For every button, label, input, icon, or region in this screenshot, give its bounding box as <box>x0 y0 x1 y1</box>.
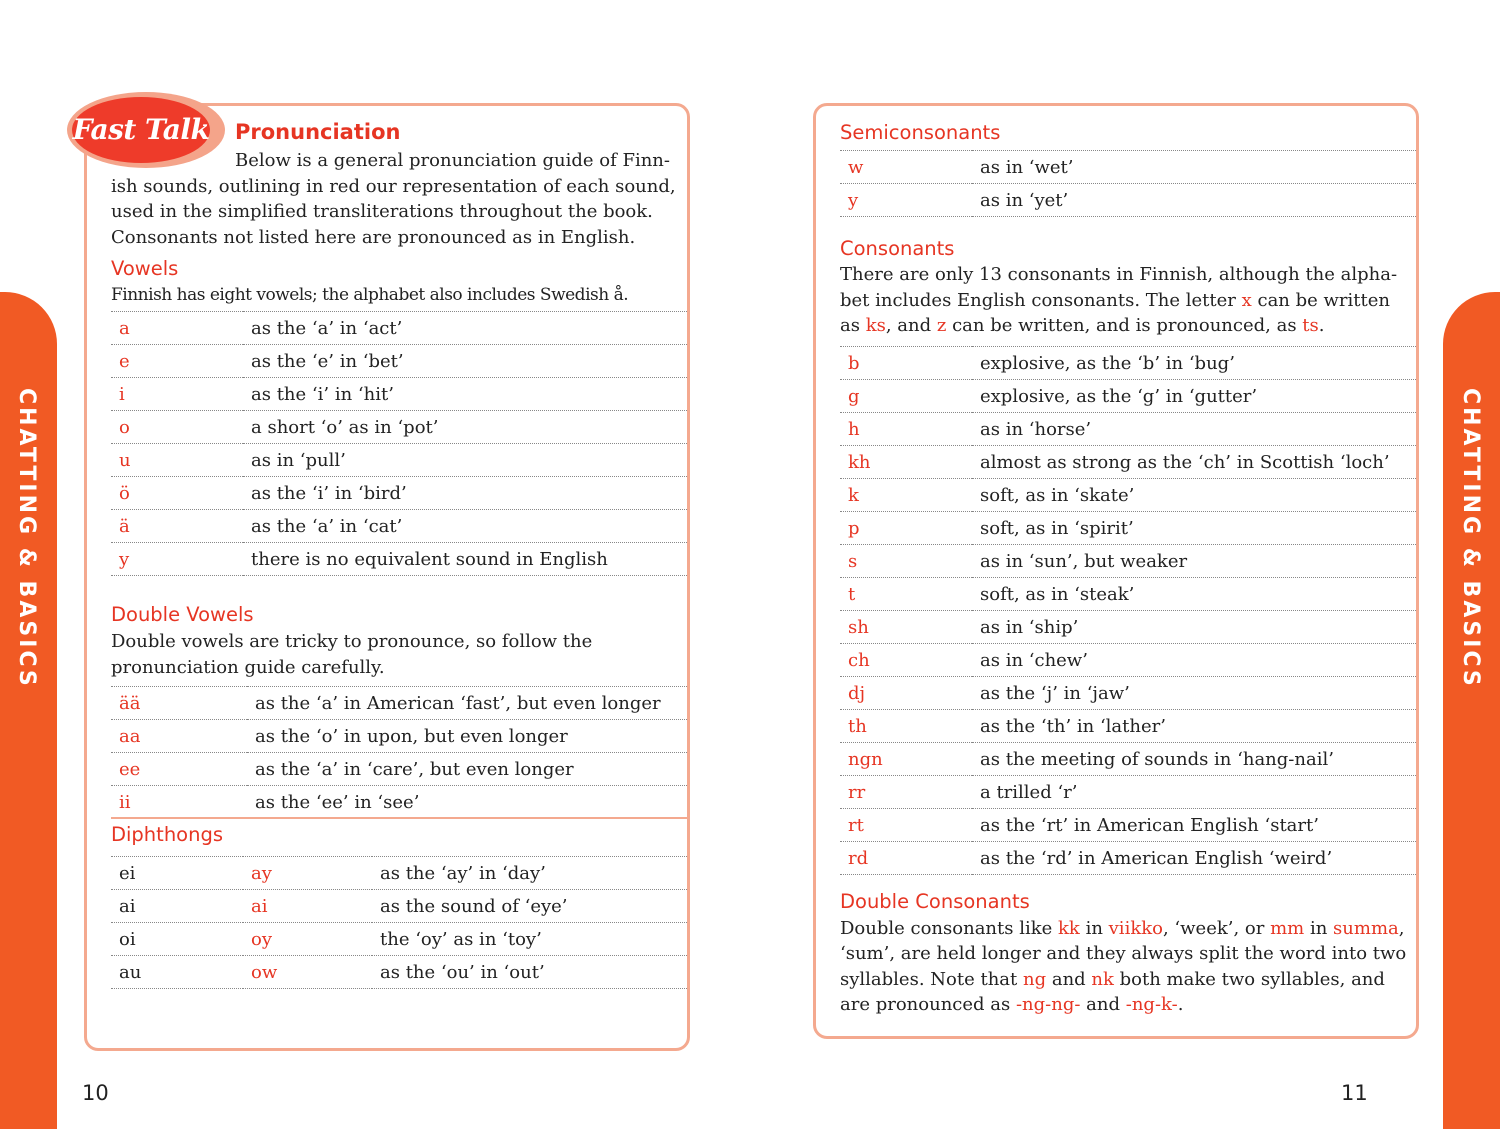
consonant-desc: almost as strong as the ‘ch’ in Scottish ‘loch’ <box>972 446 1416 479</box>
table-row <box>840 644 1416 677</box>
diphthong-letters: ai <box>111 890 243 923</box>
table-row <box>111 312 687 345</box>
diphthong-desc: the ‘oy’ as in ‘toy’ <box>372 923 687 956</box>
vowel-letter: u <box>111 444 243 477</box>
consonant-letter: h <box>840 413 972 446</box>
vowel-desc: as in ‘pull’ <box>243 444 687 477</box>
divider <box>111 817 687 819</box>
consonants-intro-1: There are only 13 consonants in Finnish, although the alpha- <box>840 264 1398 285</box>
double-consonants-line-4: are pronounced as -ng-ng- and -ng-k-. <box>840 994 1184 1015</box>
table-row <box>111 857 687 890</box>
double-consonants-line-1: Double consonants like kk in viikko, ‘week’, or mm in summa, <box>840 918 1405 939</box>
diphthong-rep: ow <box>243 956 372 989</box>
table-row <box>111 720 687 753</box>
consonant-letter: rr <box>840 776 972 809</box>
intro-line-3: used in the simplified transliterations throughout the book. <box>111 201 653 222</box>
table-row <box>840 184 1416 217</box>
double-vowels-intro-2: pronunciation guide carefully. <box>111 657 385 678</box>
double-vowel-desc: as the ‘a’ in American ‘fast’, but even longer <box>247 687 687 720</box>
vowel-desc: as the ‘e’ in ‘bet’ <box>243 345 687 378</box>
vowel-letter: o <box>111 411 243 444</box>
diphthong-desc: as the ‘ou’ in ‘out’ <box>372 956 687 989</box>
consonant-letter: k <box>840 479 972 512</box>
consonant-desc: a trilled ‘r’ <box>972 776 1416 809</box>
consonant-desc: as the ‘rd’ in American English ‘weird’ <box>972 842 1416 875</box>
double-consonants-line-2: ‘sum’, are held longer and they always split the word into two <box>840 943 1407 964</box>
fast-talk-badge-label: Fast Talk <box>72 97 210 163</box>
double-vowel-letter: ää <box>111 687 247 720</box>
consonant-desc: soft, as in ‘skate’ <box>972 479 1416 512</box>
vowel-letter: y <box>111 543 243 576</box>
consonant-desc: as in ‘sun’, but weaker <box>972 545 1416 578</box>
table-row <box>111 786 687 819</box>
consonant-letter: b <box>840 347 972 380</box>
table-row <box>111 345 687 378</box>
table-row <box>840 347 1416 380</box>
double-vowels-intro-1: Double vowels are tricky to pronounce, so follow the <box>111 631 593 652</box>
vowel-letter: i <box>111 378 243 411</box>
consonants-heading: Consonants <box>840 237 955 260</box>
double-vowels-table <box>111 686 687 819</box>
intro-line-1: Below is a general pronunciation guide of Finn- <box>235 150 670 171</box>
double-vowel-letter: aa <box>111 720 247 753</box>
page-number-right: 11 <box>1341 1081 1368 1105</box>
table-row <box>840 611 1416 644</box>
vowel-desc: as the ‘i’ in ‘bird’ <box>243 477 687 510</box>
table-row <box>840 710 1416 743</box>
consonant-desc: as the ‘rt’ in American English ‘start’ <box>972 809 1416 842</box>
semiconsonant-letter: y <box>840 184 972 217</box>
table-row <box>840 809 1416 842</box>
consonant-letter: p <box>840 512 972 545</box>
consonant-letter: g <box>840 380 972 413</box>
table-row <box>840 545 1416 578</box>
double-vowels-heading: Double Vowels <box>111 603 254 626</box>
consonant-desc: as in ‘ship’ <box>972 611 1416 644</box>
double-vowel-letter: ee <box>111 753 247 786</box>
diphthong-rep: ai <box>243 890 372 923</box>
diphthong-letters: oi <box>111 923 243 956</box>
vowels-heading: Vowels <box>111 257 179 280</box>
vowel-letter: ä <box>111 510 243 543</box>
table-row <box>111 923 687 956</box>
vowel-desc: as the ‘i’ in ‘hit’ <box>243 378 687 411</box>
consonant-letter: ngn <box>840 743 972 776</box>
consonant-desc: soft, as in ‘spirit’ <box>972 512 1416 545</box>
consonant-desc: as the ‘j’ in ‘jaw’ <box>972 677 1416 710</box>
table-row <box>840 776 1416 809</box>
table-row <box>111 687 687 720</box>
diphthongs-table <box>111 856 687 989</box>
pronunciation-title: Pronunciation <box>235 120 401 144</box>
table-row <box>111 477 687 510</box>
semiconsonant-letter: w <box>840 151 972 184</box>
section-tab-label-right: CHATTING & BASICS <box>1458 388 1483 689</box>
diphthong-rep: oy <box>243 923 372 956</box>
consonant-desc: explosive, as the ‘g’ in ‘gutter’ <box>972 380 1416 413</box>
table-row <box>840 446 1416 479</box>
consonant-letter: t <box>840 578 972 611</box>
consonant-letter: sh <box>840 611 972 644</box>
consonant-letter: ch <box>840 644 972 677</box>
vowel-desc: as the ‘a’ in ‘cat’ <box>243 510 687 543</box>
table-row <box>111 444 687 477</box>
consonant-desc: as in ‘chew’ <box>972 644 1416 677</box>
table-row <box>840 151 1416 184</box>
consonant-letter: s <box>840 545 972 578</box>
consonant-desc: explosive, as the ‘b’ in ‘bug’ <box>972 347 1416 380</box>
vowel-desc: there is no equivalent sound in English <box>243 543 687 576</box>
double-consonants-line-3: syllables. Note that ng and nk both make two syllables, and <box>840 969 1385 990</box>
vowel-desc: a short ‘o’ as in ‘pot’ <box>243 411 687 444</box>
table-row <box>840 677 1416 710</box>
double-vowel-desc: as the ‘a’ in ‘care’, but even longer <box>247 753 687 786</box>
diphthong-letters: au <box>111 956 243 989</box>
semiconsonants-table <box>840 150 1416 217</box>
table-row <box>111 543 687 576</box>
diphthong-desc: as the ‘ay’ in ‘day’ <box>372 857 687 890</box>
consonant-desc: as the ‘th’ in ‘lather’ <box>972 710 1416 743</box>
double-vowel-desc: as the ‘o’ in upon, but even longer <box>247 720 687 753</box>
table-row <box>111 378 687 411</box>
intro-line-4: Consonants not listed here are pronounced as in English. <box>111 227 636 248</box>
table-row <box>840 578 1416 611</box>
table-row <box>840 842 1416 875</box>
table-row <box>111 753 687 786</box>
consonants-table <box>840 346 1416 875</box>
consonant-letter: rd <box>840 842 972 875</box>
section-tab-label-left: CHATTING & BASICS <box>14 388 39 689</box>
double-vowel-letter: ii <box>111 786 247 819</box>
table-row <box>840 743 1416 776</box>
consonant-desc: as the meeting of sounds in ‘hang-nail’ <box>972 743 1416 776</box>
vowel-letter: a <box>111 312 243 345</box>
semiconsonant-desc: as in ‘yet’ <box>972 184 1416 217</box>
table-row <box>111 411 687 444</box>
consonant-desc: as in ‘horse’ <box>972 413 1416 446</box>
diphthong-desc: as the sound of ‘eye’ <box>372 890 687 923</box>
consonants-intro-2: bet includes English consonants. The letter x can be written <box>840 290 1390 311</box>
double-vowel-desc: as the ‘ee’ in ‘see’ <box>247 786 687 819</box>
table-row <box>840 380 1416 413</box>
intro-line-2: ish sounds, outlining in red our representation of each sound, <box>111 176 676 197</box>
vowel-letter: ö <box>111 477 243 510</box>
vowel-desc: as the ‘a’ in ‘act’ <box>243 312 687 345</box>
vowels-table <box>111 311 687 576</box>
semiconsonant-desc: as in ‘wet’ <box>972 151 1416 184</box>
consonant-letter: th <box>840 710 972 743</box>
table-row <box>840 512 1416 545</box>
table-row <box>840 413 1416 446</box>
table-row <box>840 479 1416 512</box>
vowel-letter: e <box>111 345 243 378</box>
vowels-intro: Finnish has eight vowels; the alphabet also includes Swedish å. <box>111 285 629 305</box>
diphthongs-heading: Diphthongs <box>111 823 224 846</box>
consonant-letter: rt <box>840 809 972 842</box>
table-row <box>111 956 687 989</box>
double-consonants-heading: Double Consonants <box>840 890 1030 913</box>
diphthong-rep: ay <box>243 857 372 890</box>
consonant-letter: dj <box>840 677 972 710</box>
consonant-letter: kh <box>840 446 972 479</box>
consonant-desc: soft, as in ‘steak’ <box>972 578 1416 611</box>
page-number-left: 10 <box>82 1081 109 1105</box>
consonants-intro-3: as ks, and z can be written, and is pronounced, as ts. <box>840 315 1325 336</box>
table-row <box>111 510 687 543</box>
table-row <box>111 890 687 923</box>
diphthong-letters: ei <box>111 857 243 890</box>
semiconsonants-heading: Semiconsonants <box>840 121 1001 144</box>
